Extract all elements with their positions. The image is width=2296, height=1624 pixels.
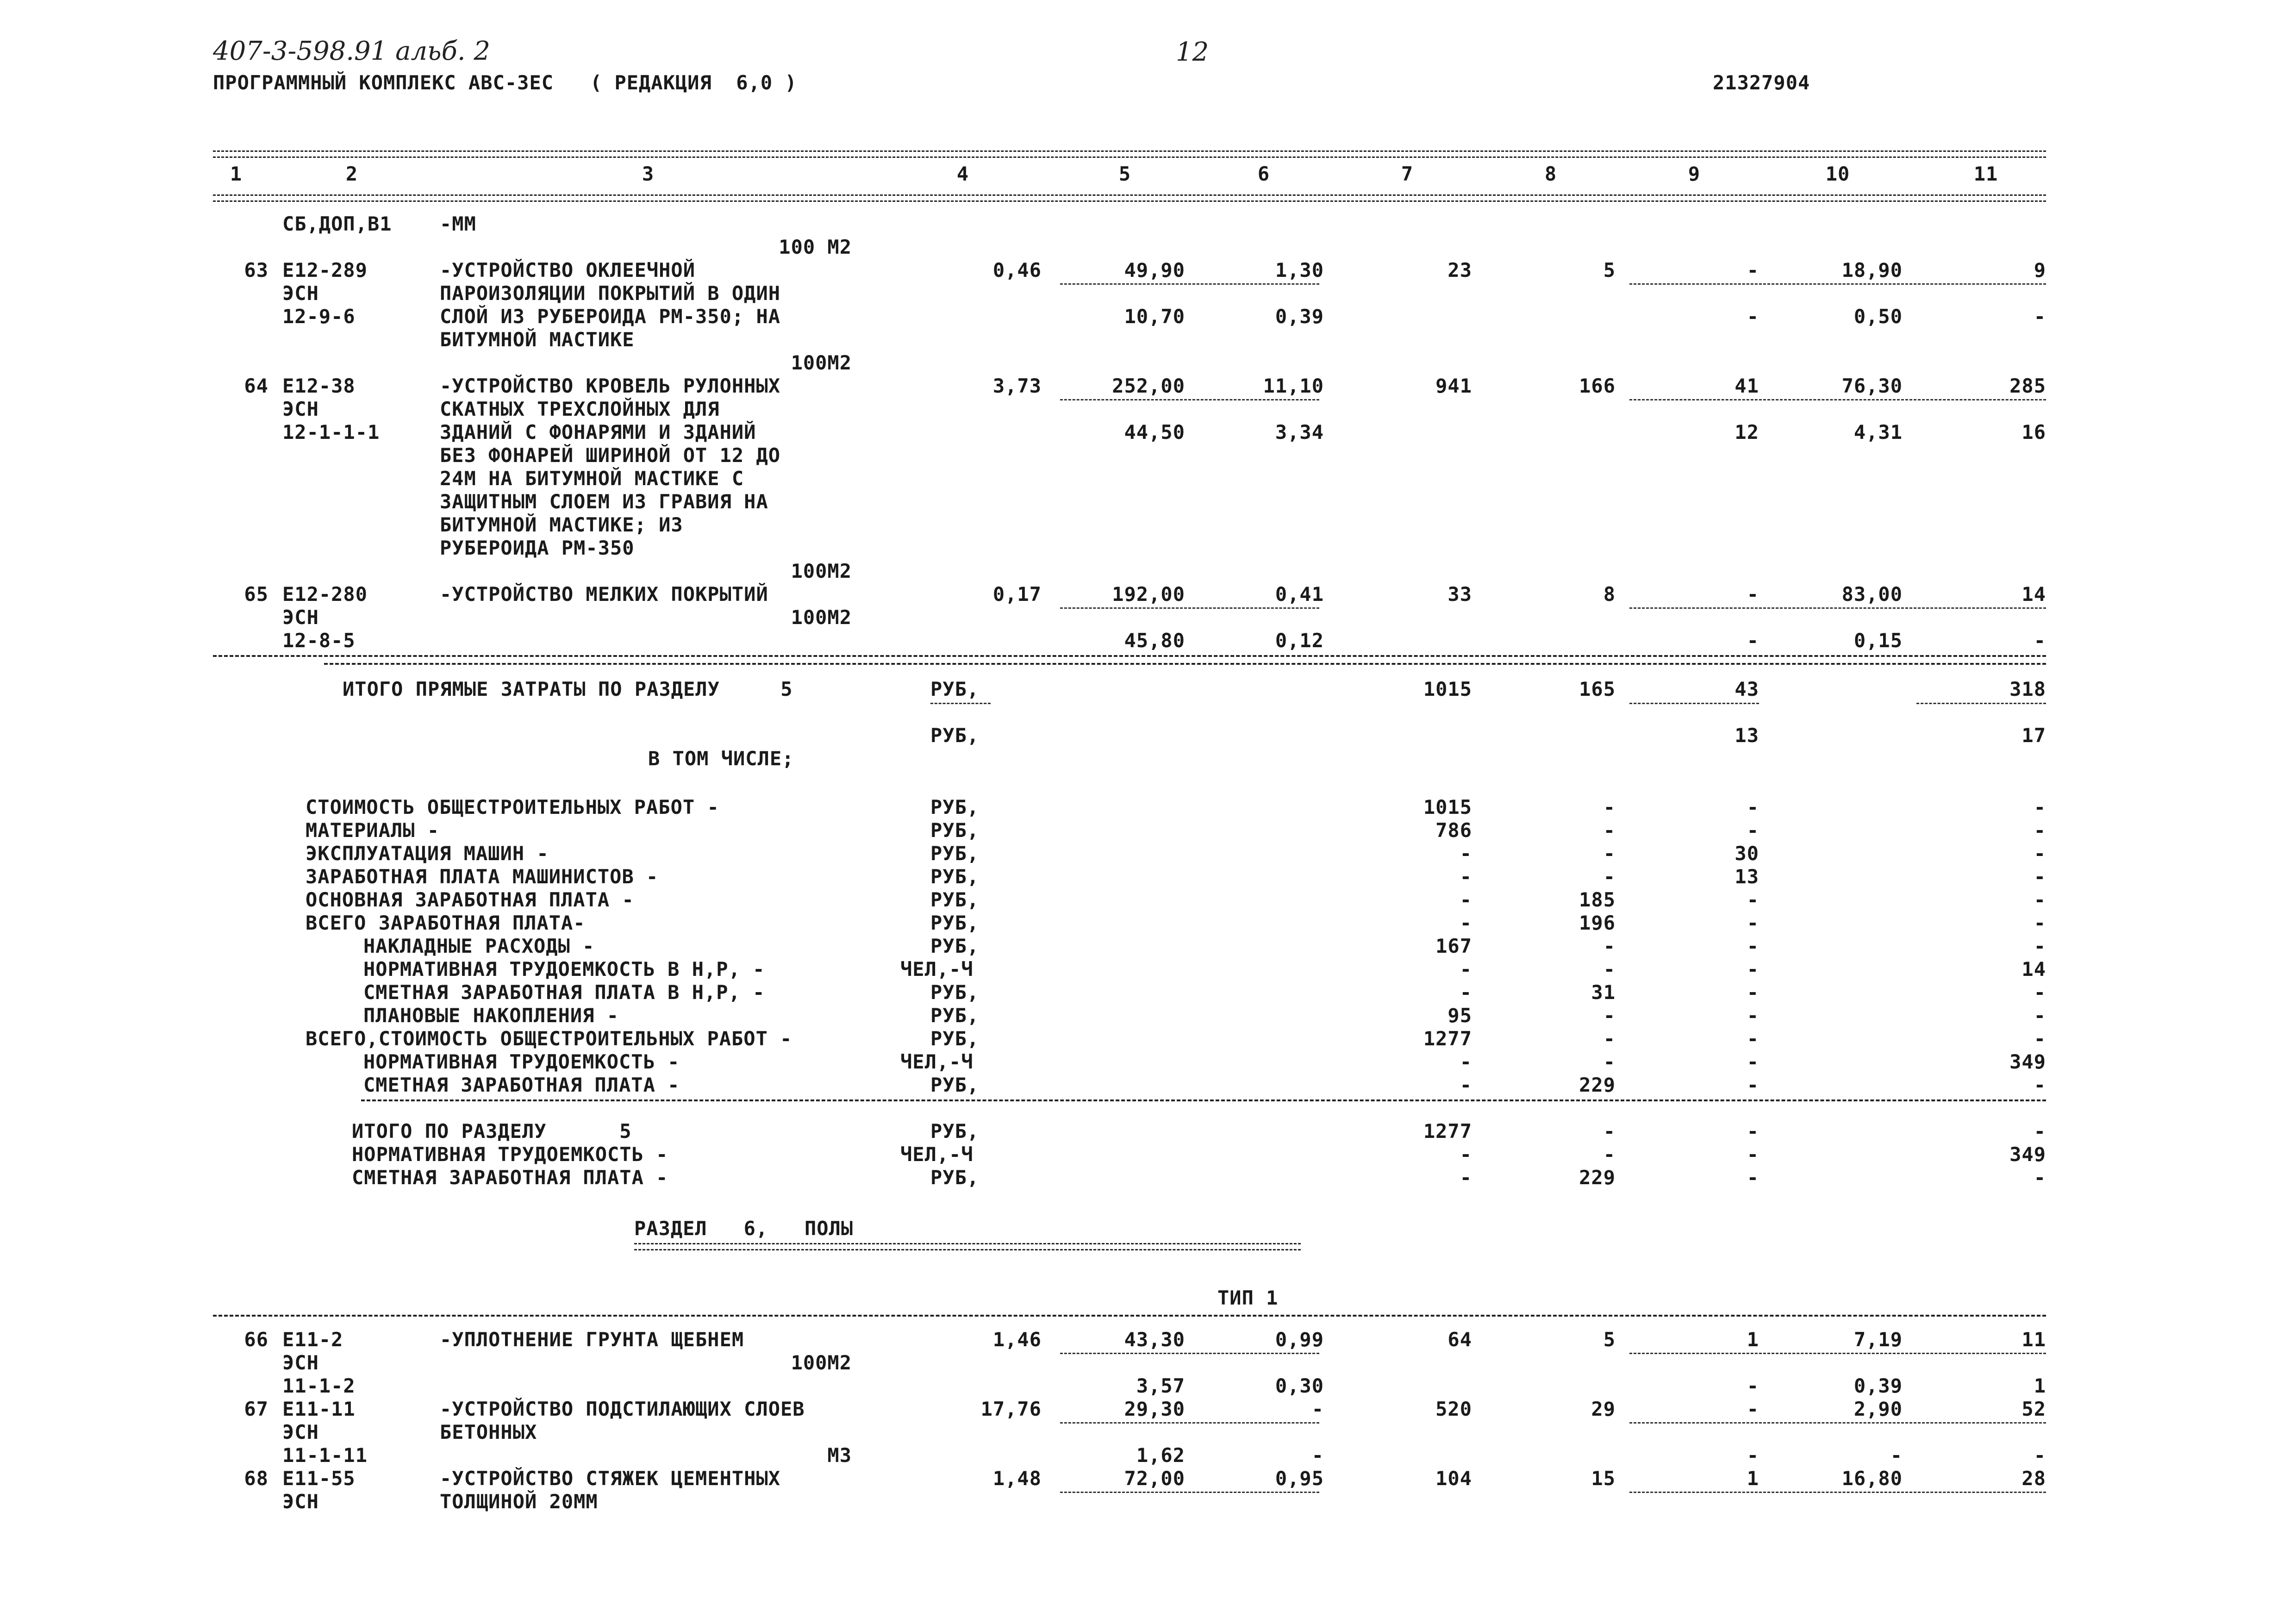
- breakdown-label: СМЕТНАЯ ЗАРАБОТНАЯ ПЛАТА -: [352, 1166, 668, 1189]
- cell-c5: 49,90: [1124, 259, 1185, 281]
- item-number: 68: [244, 1467, 268, 1490]
- column-header-2: 2: [345, 162, 358, 185]
- cell-c11: -: [2034, 1166, 2046, 1189]
- section-rule: [361, 1099, 2046, 1101]
- cell-c11: 16: [2021, 421, 2046, 443]
- breakdown-label: ЭКСПЛУАТАЦИЯ МАШИН -: [306, 842, 549, 865]
- cell-c8: 31: [1591, 981, 1616, 1004]
- section-title: РАЗДЕЛ 6, ПОЛЫ: [634, 1217, 854, 1240]
- cell-c10: 18,90: [1841, 259, 1903, 281]
- item-code: 12-9-6: [282, 305, 356, 328]
- cell-c9: -: [1747, 1143, 1759, 1166]
- item-number: 65: [244, 583, 268, 606]
- work-description: ТОЛЩИНОЙ 20ММ: [440, 1490, 598, 1513]
- cell-c7: 167: [1435, 935, 1472, 957]
- cell-c6: 0,30: [1275, 1374, 1324, 1397]
- column-header-5: 5: [1118, 162, 1131, 185]
- work-description: -УСТРОЙСТВО ОКЛЕЕЧНОЙ: [440, 259, 696, 281]
- handwritten-code: 407-3-598.91 альб. 2: [213, 36, 491, 66]
- cell-c9: 13: [1734, 724, 1759, 747]
- cell-c9: 41: [1734, 375, 1759, 397]
- cell-c8: 165: [1579, 678, 1616, 700]
- cell-c8: 229: [1579, 1074, 1616, 1096]
- breakdown-label: ВСЕГО ЗАРАБОТНАЯ ПЛАТА-: [306, 912, 586, 934]
- item-code: Е11-11: [282, 1398, 356, 1420]
- cell-c11: -: [2034, 819, 2046, 842]
- cell-c7: -: [1460, 1166, 1472, 1189]
- cell-c9: -: [1747, 888, 1759, 911]
- cell-underline: [1629, 703, 1759, 704]
- unit: РУБ,: [930, 865, 980, 888]
- item-code: ЭСН: [282, 282, 319, 305]
- header-bottom-rule: [213, 194, 2046, 202]
- work-description: -УСТРОЙСТВО КРОВЕЛЬ РУЛОННЫХ: [440, 375, 781, 397]
- unit: РУБ,: [930, 842, 980, 865]
- cell-c11: 318: [2009, 678, 2046, 700]
- cell-c7: -: [1460, 1074, 1472, 1096]
- cell-c9: -: [1747, 1027, 1759, 1050]
- cell-c9: -: [1747, 1120, 1759, 1143]
- item-code: Е12-280: [282, 583, 368, 606]
- unit: ЧЕЛ,-Ч: [900, 1050, 973, 1073]
- column-header-3: 3: [642, 162, 655, 185]
- cell-c7: -: [1460, 912, 1472, 934]
- cell-c5: 45,80: [1124, 629, 1185, 652]
- cell-underline: [1629, 1422, 2046, 1424]
- total-label: ИТОГО ПРЯМЫЕ ЗАТРАТЫ ПО РАЗДЕЛУ 5: [343, 678, 793, 700]
- cell-c8: -: [1603, 1027, 1616, 1050]
- cell-c8: 5: [1603, 259, 1616, 281]
- section-rule: [324, 663, 2046, 665]
- breakdown-label: ОСНОВНАЯ ЗАРАБОТНАЯ ПЛАТА -: [306, 888, 634, 911]
- cell-c8: -: [1603, 796, 1616, 818]
- work-description: БЕЗ ФОНАРЕЙ ШИРИНОЙ ОТ 12 ДО: [440, 444, 781, 467]
- cell-c7: -: [1460, 1050, 1472, 1073]
- cell-c11: -: [2034, 935, 2046, 957]
- cell-c9: -: [1747, 1050, 1759, 1073]
- cell-c9: -: [1747, 796, 1759, 818]
- work-description: БЕТОННЫХ: [440, 1421, 537, 1443]
- cell-c10: 0,39: [1853, 1374, 1903, 1397]
- cell-c8: -: [1603, 1004, 1616, 1027]
- cell-c7: -: [1460, 981, 1472, 1004]
- unit-label: М3: [827, 1444, 852, 1467]
- column-header-8: 8: [1544, 162, 1557, 185]
- cell-c9: -: [1747, 305, 1759, 328]
- header-top-rule: [213, 150, 2046, 158]
- unit-label: 100 М2: [779, 236, 852, 258]
- work-description: СКАТНЫХ ТРЕХСЛОЙНЫХ ДЛЯ: [440, 398, 720, 420]
- cell-c8: 15: [1591, 1467, 1616, 1490]
- cell-c10: 2,90: [1853, 1398, 1903, 1420]
- cell-c4: 0,17: [992, 583, 1042, 606]
- cell-c8: 5: [1603, 1328, 1616, 1351]
- cell-c9: -: [1747, 583, 1759, 606]
- unit-label: 100М2: [791, 1351, 852, 1374]
- cell-c9: -: [1747, 981, 1759, 1004]
- breakdown-label: МАТЕРИАЛЫ -: [306, 819, 440, 842]
- cell-c9: -: [1747, 912, 1759, 934]
- cell-c9: 1: [1747, 1467, 1759, 1490]
- cell-c5: 192,00: [1112, 583, 1185, 606]
- cell-c11: -: [2034, 1074, 2046, 1096]
- cell-c9: -: [1747, 1444, 1759, 1467]
- work-description: ЗАЩИТНЫМ СЛОЕМ ИЗ ГРАВИЯ НА: [440, 490, 768, 513]
- item-code: 12-8-5: [282, 629, 356, 652]
- cell-c6: 11,10: [1263, 375, 1324, 397]
- cell-c11: -: [2034, 1004, 2046, 1027]
- cell-c5: 29,30: [1124, 1398, 1185, 1420]
- cell-c5: 44,50: [1124, 421, 1185, 443]
- unit-label: 100М2: [791, 351, 852, 374]
- cell-c9: -: [1747, 1004, 1759, 1027]
- unit: РУБ,: [930, 912, 980, 934]
- item-code: 11-1-2: [282, 1374, 356, 1397]
- cell-c8: 166: [1579, 375, 1616, 397]
- unit: РУБ,: [930, 1027, 980, 1050]
- cell-c10: 7,19: [1853, 1328, 1903, 1351]
- cell-c8: -: [1603, 1120, 1616, 1143]
- unit-underline: [930, 703, 991, 704]
- cell-underline: [1629, 1353, 2046, 1354]
- cell-c11: 349: [2009, 1143, 2046, 1166]
- item-code: Е12-38: [282, 375, 356, 397]
- cell-c9: 43: [1734, 678, 1759, 700]
- cell-underline: [1629, 399, 2046, 400]
- work-description: -ММ: [440, 212, 476, 235]
- item-code: ЭСН: [282, 1351, 319, 1374]
- cell-c10: 4,31: [1853, 421, 1903, 443]
- unit: РУБ,: [930, 888, 980, 911]
- cell-c7: 786: [1435, 819, 1472, 842]
- item-code: ЭСН: [282, 606, 319, 629]
- cell-c7: -: [1460, 842, 1472, 865]
- work-description: 24М НА БИТУМНОЙ МАСТИКЕ С: [440, 467, 744, 490]
- breakdown-label: НОРМАТИВНАЯ ТРУДОЕМКОСТЬ -: [363, 1050, 680, 1073]
- work-description: БИТУМНОЙ МАСТИКЕ; ИЗ: [440, 513, 683, 536]
- cell-c4: 17,76: [980, 1398, 1042, 1420]
- cell-c11: -: [2034, 1027, 2046, 1050]
- cell-c4: 3,73: [992, 375, 1042, 397]
- column-header-9: 9: [1688, 162, 1701, 185]
- cell-c8: 8: [1603, 583, 1616, 606]
- work-description: ПАРОИЗОЛЯЦИИ ПОКРЫТИЙ В ОДИН: [440, 282, 781, 305]
- cell-c5: 72,00: [1124, 1467, 1185, 1490]
- column-header-10: 10: [1825, 162, 1850, 185]
- cell-c11: -: [2034, 305, 2046, 328]
- item-code: 12-1-1-1: [282, 421, 380, 443]
- breakdown-label: НАКЛАДНЫЕ РАСХОДЫ -: [363, 935, 595, 957]
- breakdown-label: ИТОГО ПО РАЗДЕЛУ 5: [352, 1120, 632, 1143]
- cell-c7: 64: [1447, 1328, 1472, 1351]
- cell-c6: 1,30: [1275, 259, 1324, 281]
- cell-c5: 43,30: [1124, 1328, 1185, 1351]
- cell-c9: -: [1747, 1074, 1759, 1096]
- work-description: -УСТРОЙСТВО СТЯЖЕК ЦЕМЕНТНЫХ: [440, 1467, 781, 1490]
- breakdown-label: НОРМАТИВНАЯ ТРУДОЕМКОСТЬ -: [352, 1143, 668, 1166]
- cell-c9: -: [1747, 259, 1759, 281]
- cell-c9: 12: [1734, 421, 1759, 443]
- cell-c5: 252,00: [1112, 375, 1185, 397]
- cell-underline: [1629, 1492, 2046, 1493]
- cell-c11: 285: [2009, 375, 2046, 397]
- cell-underline: [1060, 1492, 1319, 1493]
- unit: РУБ,: [930, 1074, 980, 1096]
- cell-c10: 0,50: [1853, 305, 1903, 328]
- column-header-6: 6: [1257, 162, 1270, 185]
- cell-c6: 0,41: [1275, 583, 1324, 606]
- section-rule: [213, 1315, 2046, 1317]
- cell-c4: 1,46: [992, 1328, 1042, 1351]
- cell-c11: -: [2034, 865, 2046, 888]
- unit: ЧЕЛ,-Ч: [900, 1143, 973, 1166]
- cell-underline: [1629, 607, 2046, 609]
- cell-c11: -: [2034, 912, 2046, 934]
- program-title: ПРОГРАММНЫЙ КОМПЛЕКС АВС-ЗЕС ( РЕДАКЦИЯ 6,0 ): [213, 71, 797, 94]
- cell-c7: -: [1460, 958, 1472, 981]
- cell-c5: 10,70: [1124, 305, 1185, 328]
- unit: РУБ,: [930, 1120, 980, 1143]
- cell-c10: 0,15: [1853, 629, 1903, 652]
- breakdown-label: СТОИМОСТЬ ОБЩЕСТРОИТЕЛЬНЫХ РАБОТ -: [306, 796, 719, 818]
- unit: РУБ,: [930, 819, 980, 842]
- column-header-7: 7: [1401, 162, 1414, 185]
- cell-c8: -: [1603, 1050, 1616, 1073]
- item-number: 66: [244, 1328, 268, 1351]
- cell-c4: 1,48: [992, 1467, 1042, 1490]
- cell-c11: 9: [2034, 259, 2046, 281]
- breakdown-label: ЗАРАБОТНАЯ ПЛАТА МАШИНИСТОВ -: [306, 865, 659, 888]
- cell-c9: 13: [1734, 865, 1759, 888]
- cell-underline: [1629, 283, 2046, 285]
- unit: РУБ,: [930, 981, 980, 1004]
- cell-c11: -: [2034, 981, 2046, 1004]
- unit: РУБ,: [930, 678, 980, 700]
- cell-c9: -: [1747, 1166, 1759, 1189]
- cell-c7: 1277: [1423, 1027, 1472, 1050]
- including-heading: В ТОМ ЧИСЛЕ;: [648, 747, 794, 770]
- cell-underline: [1060, 607, 1319, 609]
- cell-underline: [1060, 1353, 1319, 1354]
- cell-c7: 23: [1447, 259, 1472, 281]
- section-rule: [213, 655, 2046, 657]
- cell-c8: -: [1603, 865, 1616, 888]
- cell-c7: 1015: [1423, 796, 1472, 818]
- cell-c7: 520: [1435, 1398, 1472, 1420]
- cell-c7: 1277: [1423, 1120, 1472, 1143]
- item-code: 11-1-11: [282, 1444, 368, 1467]
- cell-c4: 0,46: [992, 259, 1042, 281]
- column-header-1: 1: [230, 162, 243, 185]
- breakdown-label: ПЛАНОВЫЕ НАКОПЛЕНИЯ -: [363, 1004, 619, 1027]
- cell-c11: 14: [2021, 583, 2046, 606]
- unit: ЧЕЛ,-Ч: [900, 958, 973, 981]
- cell-c5: 1,62: [1136, 1444, 1185, 1467]
- cell-c11: -: [2034, 629, 2046, 652]
- item-number: 63: [244, 259, 268, 281]
- cell-c9: -: [1747, 1374, 1759, 1397]
- item-code: Е11-2: [282, 1328, 343, 1351]
- cell-c8: -: [1603, 958, 1616, 981]
- section-title-underline: [634, 1243, 1301, 1250]
- cell-c7: 95: [1447, 1004, 1472, 1027]
- breakdown-label: СМЕТНАЯ ЗАРАБОТНАЯ ПЛАТА -: [363, 1074, 680, 1096]
- cell-c7: 104: [1435, 1467, 1472, 1490]
- cell-c6: -: [1311, 1398, 1324, 1420]
- cell-c9: 1: [1747, 1328, 1759, 1351]
- item-code: Е12-289: [282, 259, 368, 281]
- cell-c6: 0,99: [1275, 1328, 1324, 1351]
- cell-c8: -: [1603, 1143, 1616, 1166]
- unit: РУБ,: [930, 935, 980, 957]
- cell-c11: 349: [2009, 1050, 2046, 1073]
- cell-c11: -: [2034, 796, 2046, 818]
- cell-underline: [1916, 703, 2046, 704]
- cell-c9: -: [1747, 935, 1759, 957]
- cell-c11: -: [2034, 1120, 2046, 1143]
- item-number: 67: [244, 1398, 268, 1420]
- cell-underline: [1060, 283, 1319, 285]
- cell-c11: 14: [2021, 958, 2046, 981]
- work-description: -УСТРОЙСТВО ПОДСТИЛАЮЩИХ СЛОЕВ: [440, 1398, 805, 1420]
- cell-c6: 3,34: [1275, 421, 1324, 443]
- unit: РУБ,: [930, 1166, 980, 1189]
- cell-c10: 16,80: [1841, 1467, 1903, 1490]
- breakdown-label: ВСЕГО,СТОИМОСТЬ ОБЩЕСТРОИТЕЛЬНЫХ РАБОТ -: [306, 1027, 792, 1050]
- cell-c6: 0,12: [1275, 629, 1324, 652]
- cell-c7: 941: [1435, 375, 1472, 397]
- cell-c6: -: [1311, 1444, 1324, 1467]
- cell-c9: -: [1747, 629, 1759, 652]
- breakdown-label: НОРМАТИВНАЯ ТРУДОЕМКОСТЬ В Н,Р, -: [363, 958, 765, 981]
- cell-c8: 196: [1579, 912, 1616, 934]
- column-header-11: 11: [1973, 162, 1998, 185]
- cell-c7: 33: [1447, 583, 1472, 606]
- cell-c11: 28: [2021, 1467, 2046, 1490]
- item-code: СБ,ДОП,В1: [282, 212, 392, 235]
- item-code: ЭСН: [282, 398, 319, 420]
- cell-c11: 11: [2021, 1328, 2046, 1351]
- cell-c11: -: [2034, 842, 2046, 865]
- cell-c8: -: [1603, 819, 1616, 842]
- cell-c11: -: [2034, 888, 2046, 911]
- cell-c8: 229: [1579, 1166, 1616, 1189]
- cell-c10: 83,00: [1841, 583, 1903, 606]
- cell-c9: -: [1747, 1398, 1759, 1420]
- handwritten-page-number: 12: [1176, 37, 1209, 67]
- item-number: 64: [244, 375, 268, 397]
- unit: РУБ,: [930, 1004, 980, 1027]
- cell-c6: 0,95: [1275, 1467, 1324, 1490]
- item-code: Е11-55: [282, 1467, 356, 1490]
- unit-label: 100М2: [791, 560, 852, 582]
- cell-c7: -: [1460, 865, 1472, 888]
- cell-c8: 29: [1591, 1398, 1616, 1420]
- unit: РУБ,: [930, 724, 980, 747]
- cell-c11: -: [2034, 1444, 2046, 1467]
- cell-underline: [1060, 1422, 1319, 1424]
- work-description: -УПЛОТНЕНИЕ ГРУНТА ЩЕБНЕМ: [440, 1328, 744, 1351]
- unit-label: 100М2: [791, 606, 852, 629]
- cell-c10: 76,30: [1841, 375, 1903, 397]
- cell-c9: -: [1747, 958, 1759, 981]
- cell-c5: 3,57: [1136, 1374, 1185, 1397]
- work-description: -УСТРОЙСТВО МЕЛКИХ ПОКРЫТИЙ: [440, 583, 768, 606]
- work-description: РУБЕРОИДА РМ-350: [440, 537, 635, 559]
- cell-underline: [1060, 399, 1319, 400]
- cell-c7: 1015: [1423, 678, 1472, 700]
- cell-c11: 1: [2034, 1374, 2046, 1397]
- column-header-4: 4: [956, 162, 969, 185]
- work-description: СЛОЙ ИЗ РУБЕРОИДА РМ-350; НА: [440, 305, 781, 328]
- cell-c6: 0,39: [1275, 305, 1324, 328]
- cell-c11: 17: [2021, 724, 2046, 747]
- type-label: ТИП 1: [1217, 1287, 1279, 1309]
- unit: РУБ,: [930, 796, 980, 818]
- work-description: БИТУМНОЙ МАСТИКЕ: [440, 328, 635, 351]
- document-number: 21327904: [1713, 71, 1810, 94]
- cell-c9: -: [1747, 819, 1759, 842]
- cell-c10: -: [1890, 1444, 1903, 1467]
- cell-c11: 52: [2021, 1398, 2046, 1420]
- breakdown-label: СМЕТНАЯ ЗАРАБОТНАЯ ПЛАТА В Н,Р, -: [363, 981, 765, 1004]
- cell-c8: 185: [1579, 888, 1616, 911]
- cell-c7: -: [1460, 888, 1472, 911]
- item-code: ЭСН: [282, 1490, 319, 1513]
- cell-c8: -: [1603, 842, 1616, 865]
- cell-c8: -: [1603, 935, 1616, 957]
- work-description: ЗДАНИЙ С ФОНАРЯМИ И ЗДАНИЙ: [440, 421, 756, 443]
- cell-c7: -: [1460, 1143, 1472, 1166]
- cell-c9: 30: [1734, 842, 1759, 865]
- item-code: ЭСН: [282, 1421, 319, 1443]
